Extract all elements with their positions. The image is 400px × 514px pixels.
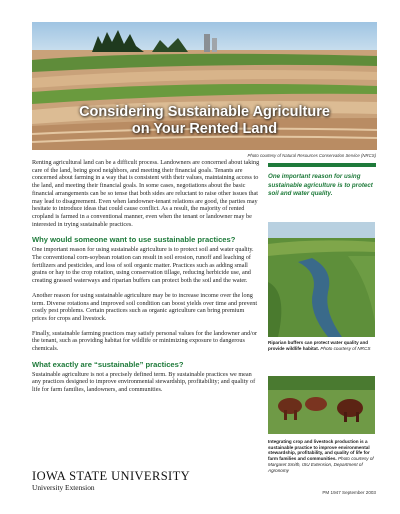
callout-rule (268, 163, 376, 167)
riparian-caption-credit: Photo courtesy of NRCS (320, 345, 371, 351)
why-paragraph-3: Finally, sustainable farming practices may satisfy personal values for the landowner and/or the tenant, such as providing habitat for wildlife or minimizing exposure to dangerous chemicals. (32, 329, 258, 353)
university-name: IOWA STATE UNIVERSITY (32, 469, 191, 483)
section-heading-what: What exactly are “sustainable” practices? (32, 359, 184, 369)
cattle-grazing-image (268, 376, 375, 434)
riparian-buffer-image (268, 222, 375, 337)
title-line-1: Considering Sustainable Agriculture (79, 104, 330, 120)
publication-code: PM 1947 September 2003 (322, 490, 376, 495)
hero-photo-credit: Photo courtesy of Natural Resources Conservation Service (NRCS) (247, 153, 376, 158)
title-line-2: on Your Rented Land (131, 121, 278, 137)
riparian-caption-text: Riparian buffers can protect water quality and provide wildlife habitat. (268, 340, 369, 351)
main-column (32, 159, 260, 401)
riparian-caption (268, 340, 378, 351)
hero-photo (32, 22, 377, 150)
livestock-caption (268, 439, 378, 473)
riparian-buffer-photo (268, 222, 375, 337)
section-heading-why: Why would someone want to use sustainable practices? (32, 235, 236, 245)
livestock-caption-text: Integrating crop and livestock production is a sustainable practice to improve environmental stewardship, profitability, and quality of life for farm families and communities. (268, 439, 370, 462)
livestock-caption-credit: Photo courtesy of Margaret Smith, ISU Extension, Department of Agronomy (268, 456, 374, 473)
intro-paragraph: Renting agricultural land can be a difficult process. Landowners are concerned about taking care of the land, being good neighbors, and meeting their financial goals. Tenants are concerned about farming in a way that is consistent with their values, maintaining access to the land, and meeting their financial goals. In some cases, negotiations about the basic financial arrangements can be so tense that both sides are reluctant to raise other issues that may lead to disagreement. Even when landowner-tenant relations are good, the parties may hesitate to introduce ideas that could cause conflict. As a result, the majority of rented cropland is farmed in a conventional manner, even when the tenant or landowner may be interested in trying sustainable practices. (32, 159, 260, 228)
why-paragraph-1: One important reason for using sustainable agriculture is to protect soil and water quality. The conventional corn-soybean rotation can result in soil erosion, runoff and leaching of fertilizers and pesticides, and loss of soil organic matter. Practices such as adding small grains or hay to the crop rotation, using conservation tillage, reducing herbicide use, and creating grassed waterways and riparian buffers can protect both the soil and the water. (32, 246, 254, 285)
university-logo (32, 470, 190, 492)
page-title (32, 104, 377, 138)
what-paragraph-1: Sustainable agriculture is not a precisely defined term. By sustainable practices we mean any practices designed to improve environmental stewardship, profitability; and quality of life for farm families, landowners, and communities. (32, 370, 256, 394)
pull-quote: One important reason for using sustainable agriculture is to protect soil and water quality. (268, 173, 373, 198)
extension-name: University Extension (32, 483, 95, 492)
why-paragraph-2: Another reason for using sustainable agriculture may be to increase income over the long term. Diverse rotations and improved soil condition can boost yields over time and prevent costly pest problems. Certain practices such as organic agriculture can bring premium prices for crops and livestock. (32, 291, 258, 322)
sidebar (268, 159, 378, 199)
livestock-photo (268, 376, 375, 434)
